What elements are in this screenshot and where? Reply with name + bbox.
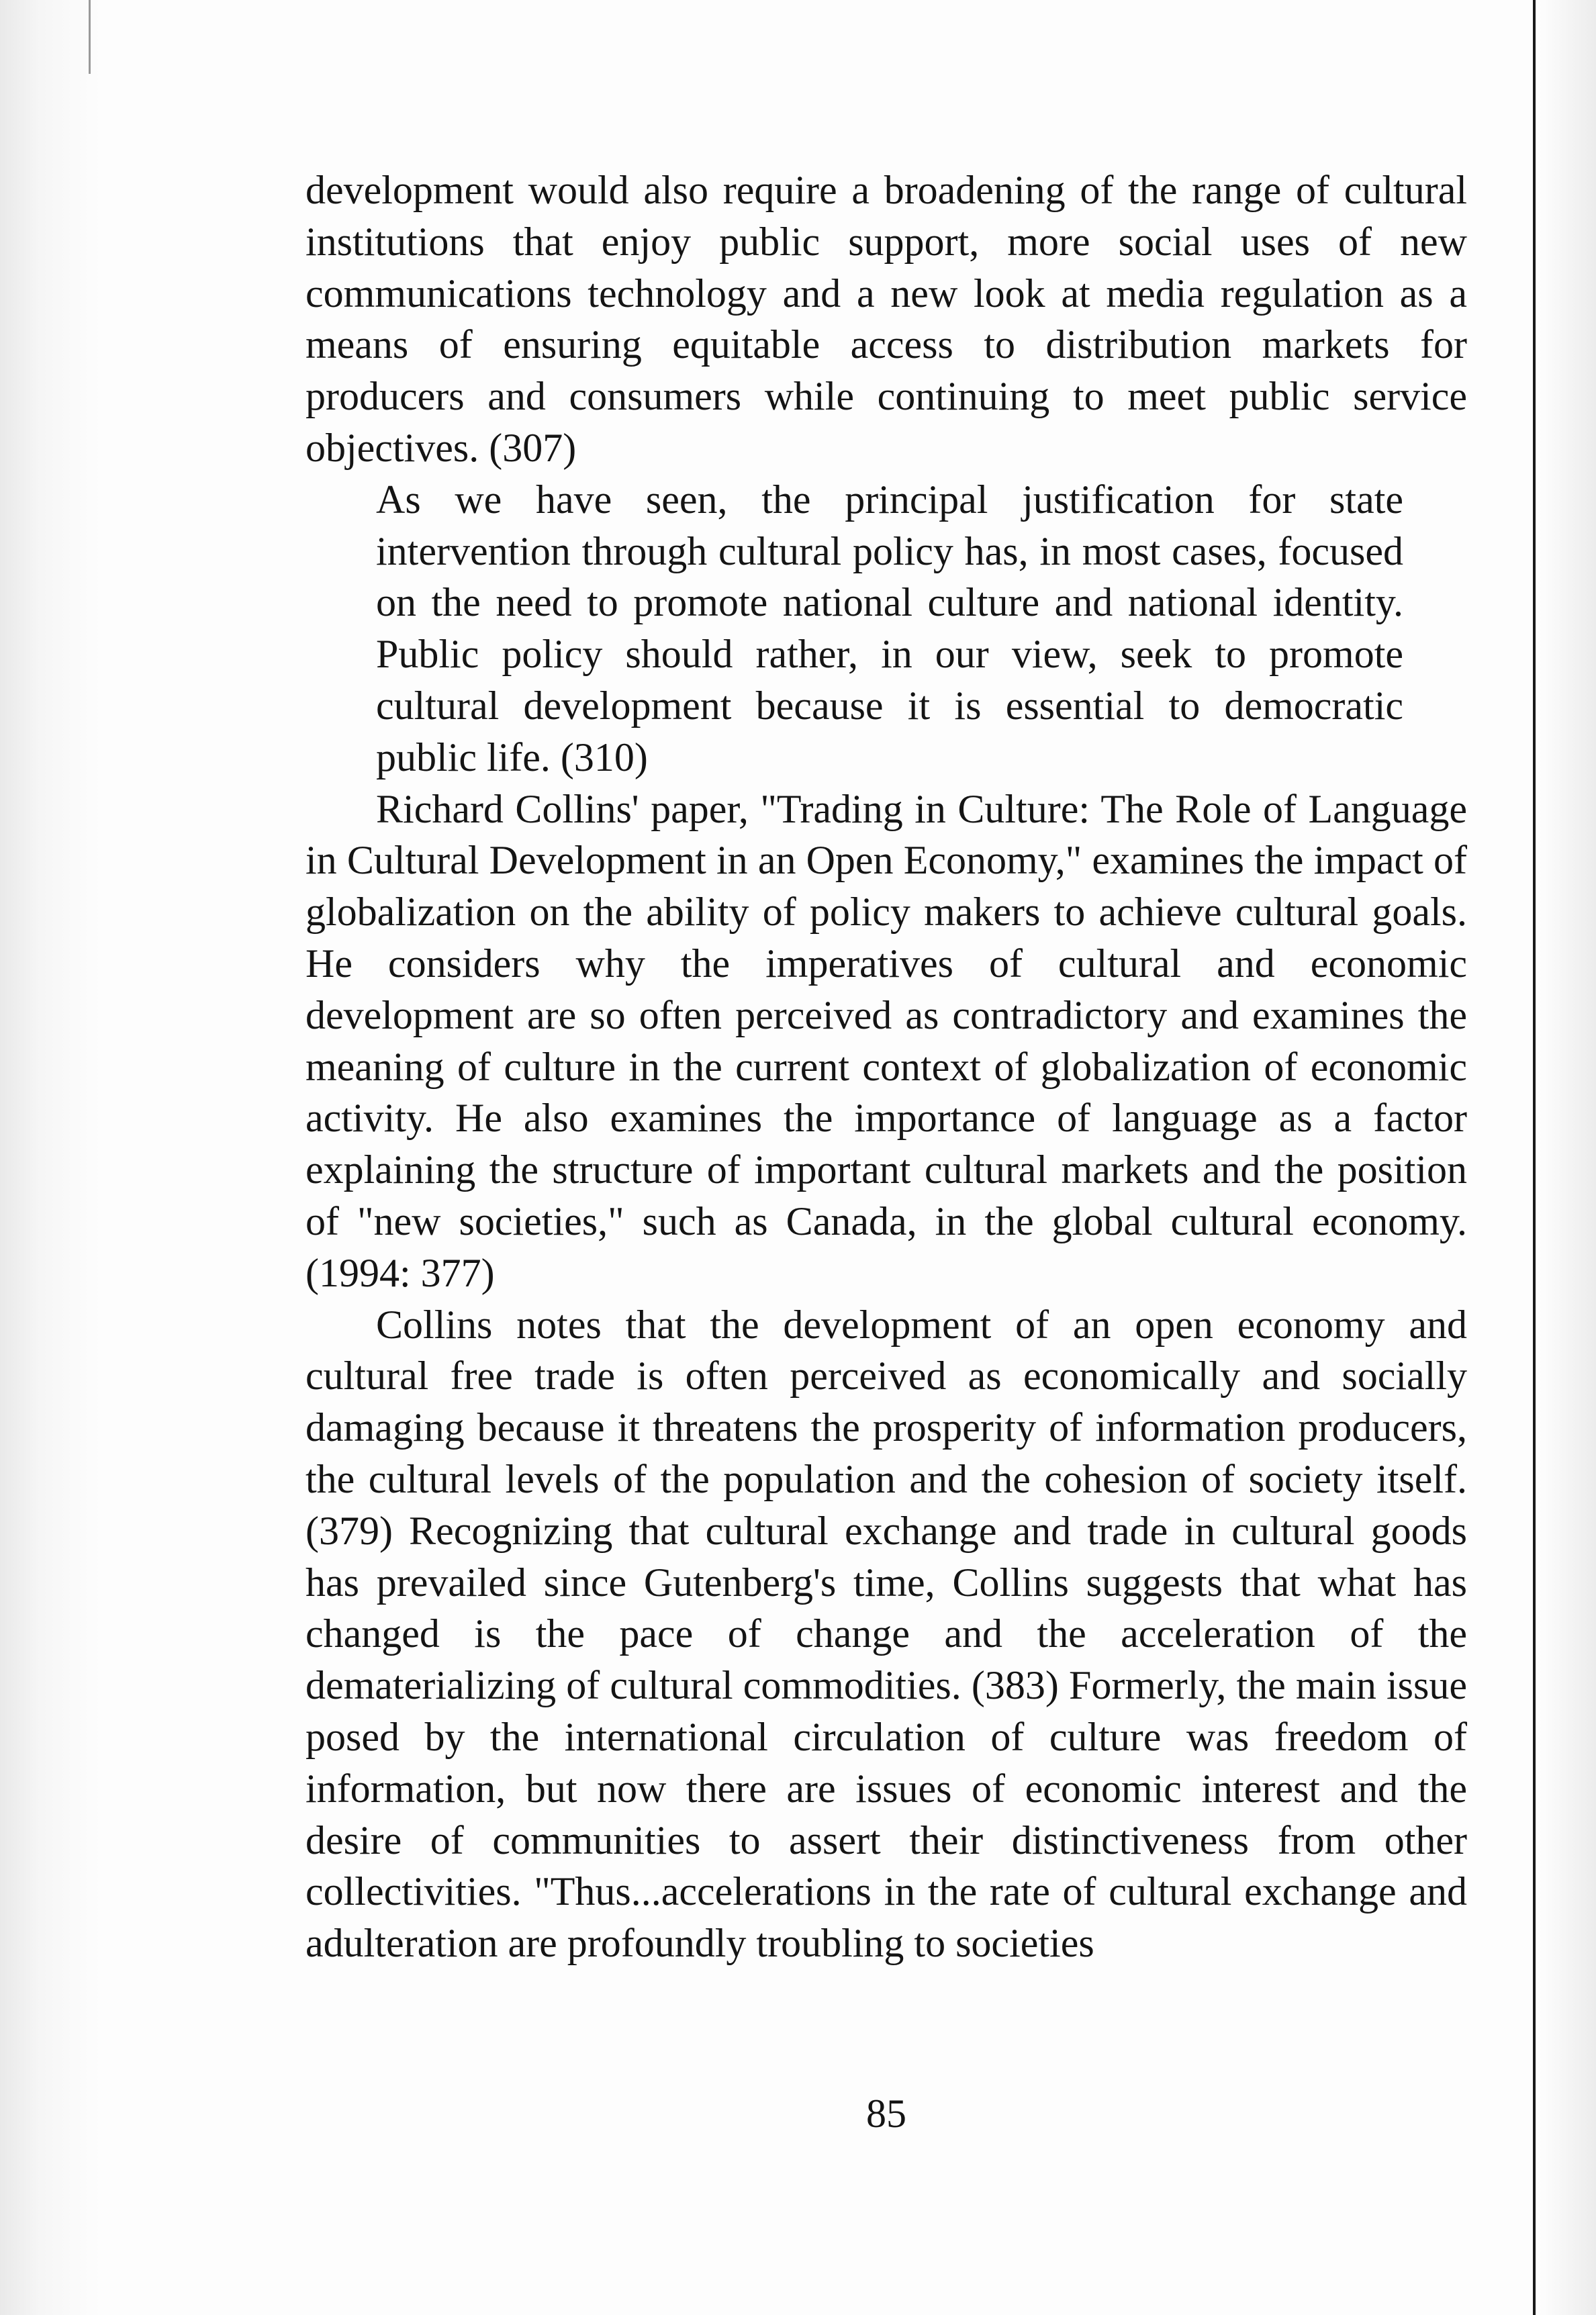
page-number: 85 xyxy=(866,2091,906,2136)
body-text xyxy=(306,164,1467,1969)
page-edge-line xyxy=(1533,0,1536,2315)
binding-gutter xyxy=(0,0,101,2315)
paragraph-collins-paper: Richard Collins' paper, "Trading in Culture: The Role of Language in Cultural Development in an Open Economy," examines the impact of globalization on the ability of policy makers to achieve cultural goals. He considers why the imperatives of cultural and economic development are so often perceived as contradictory and examines the meaning of culture in the current context of globalization of economic activity. He also examines the importance of language as a factor explaining the structure of important cultural markets and the position of "new societies," such as Canada, in the global cultural economy. (1994: 377) xyxy=(306,786,1467,1295)
block-quotation: As we have seen, the principal justification for state intervention through cultural policy has, in most cases, focused on the need to promote national culture and national identity. Public policy should rather, in our view, seek to promote cultural development because it is essential to democratic public life. (310) xyxy=(376,477,1403,779)
paragraph-collins-notes: Collins notes that the development of an open economy and cultural free trade is often perceived as economically and socially damaging because it threatens the prosperity of information producers, the cultural levels of the population and the cohesion of society itself. (379) Recognizing that cultural exchange and trade in cultural goods has prevailed since Gutenberg's time, Collins suggests that what has changed is the pace of change and the acceleration of the dematerializing of cultural commodities. (383) Formerly, the main issue posed by the international circulation of culture was freedom of information, but now there are issues of economic interest and the desire of communities to assert their distinctiveness from other collectivities. "Thus...accelerations in the rate of cultural exchange and adulteration are profoundly troubling to societies xyxy=(306,1302,1467,1966)
page-edge-shadow xyxy=(1533,0,1596,2315)
scan-edge-mark xyxy=(89,0,91,74)
paragraph-continuation: development would also require a broadening of the range of cultural institutions that enjoy public support, more social uses of new communications technology and a new look at media regulation as a means of ensuring equitable access to distribution markets for producers and consumers while continuing to meet public service objectives. (307) xyxy=(306,168,1467,470)
